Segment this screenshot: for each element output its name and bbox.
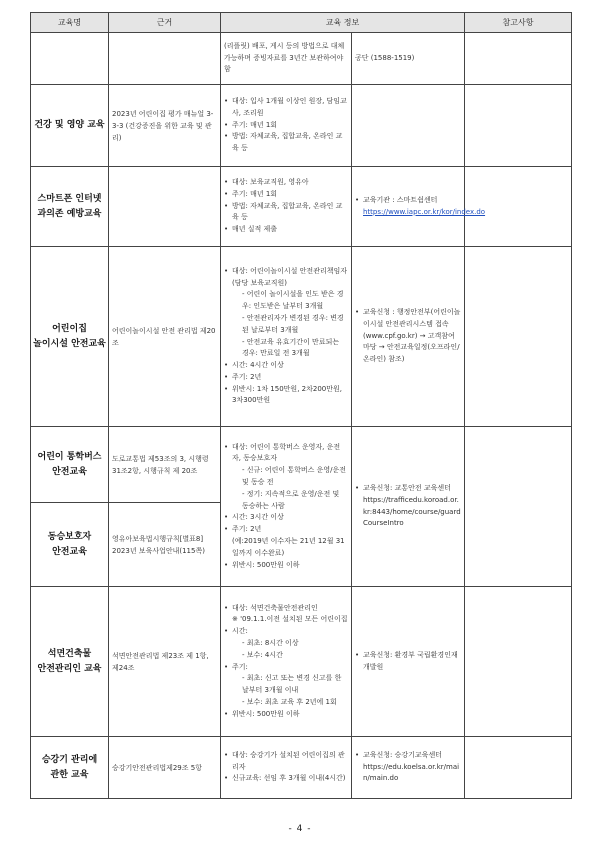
extra-cell (352, 247, 465, 427)
basis-cell: 2023년 어린이집 평가 매뉴얼 3-3-3 (건강증진을 위한 교육 및 관리) (109, 85, 221, 167)
table-row (31, 33, 572, 85)
list-item: • 위반시: 500만원 이하 (224, 709, 348, 721)
table-row (31, 737, 572, 799)
course-name: 스마트폰 인터넷 과의존 예방교육 (31, 167, 109, 247)
list-item: • 위반시: 500만원 이하 (224, 560, 348, 572)
list-item: • 대상: 입사 1개월 이상인 원장, 담임교사, 조리원 (224, 96, 348, 120)
table-row (31, 85, 572, 167)
header-name: 교육명 (31, 13, 109, 33)
info-cell (221, 247, 352, 427)
list-item: • 대상: 석면건축물안전관리인 ※ '09.1.1.이전 설치된 모든 어린이집 (224, 603, 348, 627)
info-cell (221, 587, 352, 737)
info-cell (221, 85, 352, 167)
list-item: • 교육기관 : 스마트쉼센터 https://www.iapc.or.kr/kor/index.do (355, 195, 461, 219)
list-item: • 교육신청: 교통안전 교육센터 https://trafficedu.koroad.or.kr:8443/home/course/guardCourseIntro (355, 483, 461, 530)
extra-cell (352, 587, 465, 737)
table-row (31, 587, 572, 737)
course-name: 어린이집 놀이시설 안전교육 (31, 247, 109, 427)
course-name: 동승보호자 안전교육 (31, 503, 109, 587)
extra-cell (352, 427, 465, 587)
header-notes: 참고사항 (465, 13, 572, 33)
table-row (31, 167, 572, 247)
extra-cell (352, 167, 486, 247)
smart-center-link[interactable]: https://www.iapc.or.kr/kor/index.do (363, 207, 486, 216)
list-item: • 주기: - 최초: 신고 또는 변경 신고를 한 날부터 3개월 이내 - 보수: 최초 교육 후 2년에 1회 (224, 662, 348, 709)
education-table (30, 12, 572, 799)
list-item: • 교육신청: 환경부 국립환경인재개발원 (355, 650, 461, 674)
list-item: • 주기: 매년 1회 (224, 120, 348, 132)
traffic-edu-link[interactable]: https://trafficedu.koroad.or.kr:8443/home/course/guardCourseIntro (363, 495, 461, 528)
list-item: • 교육신청: 승강기교육센터 https://edu.koelsa.or.kr/main/main.do (355, 750, 461, 785)
basis-cell: 승강기안전관리법제29조 5항 (109, 737, 221, 799)
extra-cell (352, 737, 465, 799)
list-item: • 주기: 2년 (224, 372, 348, 384)
list-item: • 대상: 보육교직원, 영유아 (224, 177, 348, 189)
basis-cell: 영유아보육법시행규칙[별표8] 2023년 보육사업안내(115쪽) (109, 503, 221, 587)
list-item: • 시간: 3시간 이상 (224, 512, 348, 524)
list-item: • 방법: 자체교육, 집합교육, 온라인 교육 등 (224, 131, 348, 155)
basis-cell: 석면안전관리법 제23조 제 1항, 제24조 (109, 587, 221, 737)
extra-cell: 공단 (1588-1519) (352, 33, 465, 85)
header-basis: 근거 (109, 13, 221, 33)
list-item: • 주기: 매년 1회 (224, 189, 348, 201)
list-item: • 방법: 자체교육, 집합교육, 온라인 교육 등 (224, 201, 348, 225)
list-item: • 시간: - 최초: 8시간 이상 - 보수: 4시간 (224, 626, 348, 661)
header-info: 교육 정보 (221, 13, 465, 33)
elevator-edu-link[interactable]: https://edu.koelsa.or.kr/main/main.do (363, 762, 460, 783)
table-row (31, 427, 572, 503)
basis-cell: 도로교통법 제53조의 3, 시행령31조2항, 시행규칙 제 20조 (109, 427, 221, 503)
page-number: - 4 - (288, 824, 312, 834)
course-name: 승강기 관리에 관한 교육 (31, 737, 109, 799)
info-cell (221, 427, 352, 587)
info-cell (221, 737, 352, 799)
list-item: • 주기: 2년 (예:2019년 이수자는 21년 12월 31일까지 이수완료) (224, 524, 348, 559)
list-item: • 대상: 승강기가 설치된 어린이집의 관리자 (224, 750, 348, 774)
table-row (31, 247, 572, 427)
table-header-row (31, 13, 572, 33)
info-cell: (리플릿) 배포, 게시 등의 방법으로 대체 가능하며 증빙자료를 3년간 보관하여야 함 (221, 33, 352, 85)
list-item: • 매년 실적 제출 (224, 224, 348, 236)
list-item: • 시간: 4시간 이상 (224, 360, 348, 372)
list-item: • 교육신청 : 행정안전부(어린이놀이시설 안전관리시스템 접속(www.cpf.go.kr) → 고객참여마당 → 안전교육일정(오프라인/온라인) 참조) (355, 307, 461, 366)
course-name: 건강 및 영양 교육 (31, 85, 109, 167)
list-item: • 위반시: 1차 150만원, 2차200만원, 3차300만원 (224, 384, 348, 408)
course-name: 어린이 통학버스 안전교육 (31, 427, 109, 503)
list-item: • 신규교육: 선임 후 3개월 이내(4시간) (224, 773, 348, 785)
info-cell (221, 167, 352, 247)
list-item: • 대상: 어린이 통학버스 운영자, 운전자, 동승보호자 - 신규: 어린이 통학버스 운영/운전 및 동승 전 - 정기: 지속적으로 운영/운전 및 동승하는 사람 (224, 442, 348, 513)
list-item: • 대상: 어린이놀이시설 안전관리책임자(담당 보육교직원) - 어린이 놀이시설을 인도 받은 경우: 인도받은 날부터 3개월 - 안전관리자가 변경된 경우: 변경된 날로부터 3개월 - 안전교육 유효기간이 만료되는 경우: 만료일 전 3개월 (224, 266, 348, 360)
basis-cell: 어린이놀이시설 안전 관리법 제20조 (109, 247, 221, 427)
course-name: 석면건축물 안전관리인 교육 (31, 587, 109, 737)
